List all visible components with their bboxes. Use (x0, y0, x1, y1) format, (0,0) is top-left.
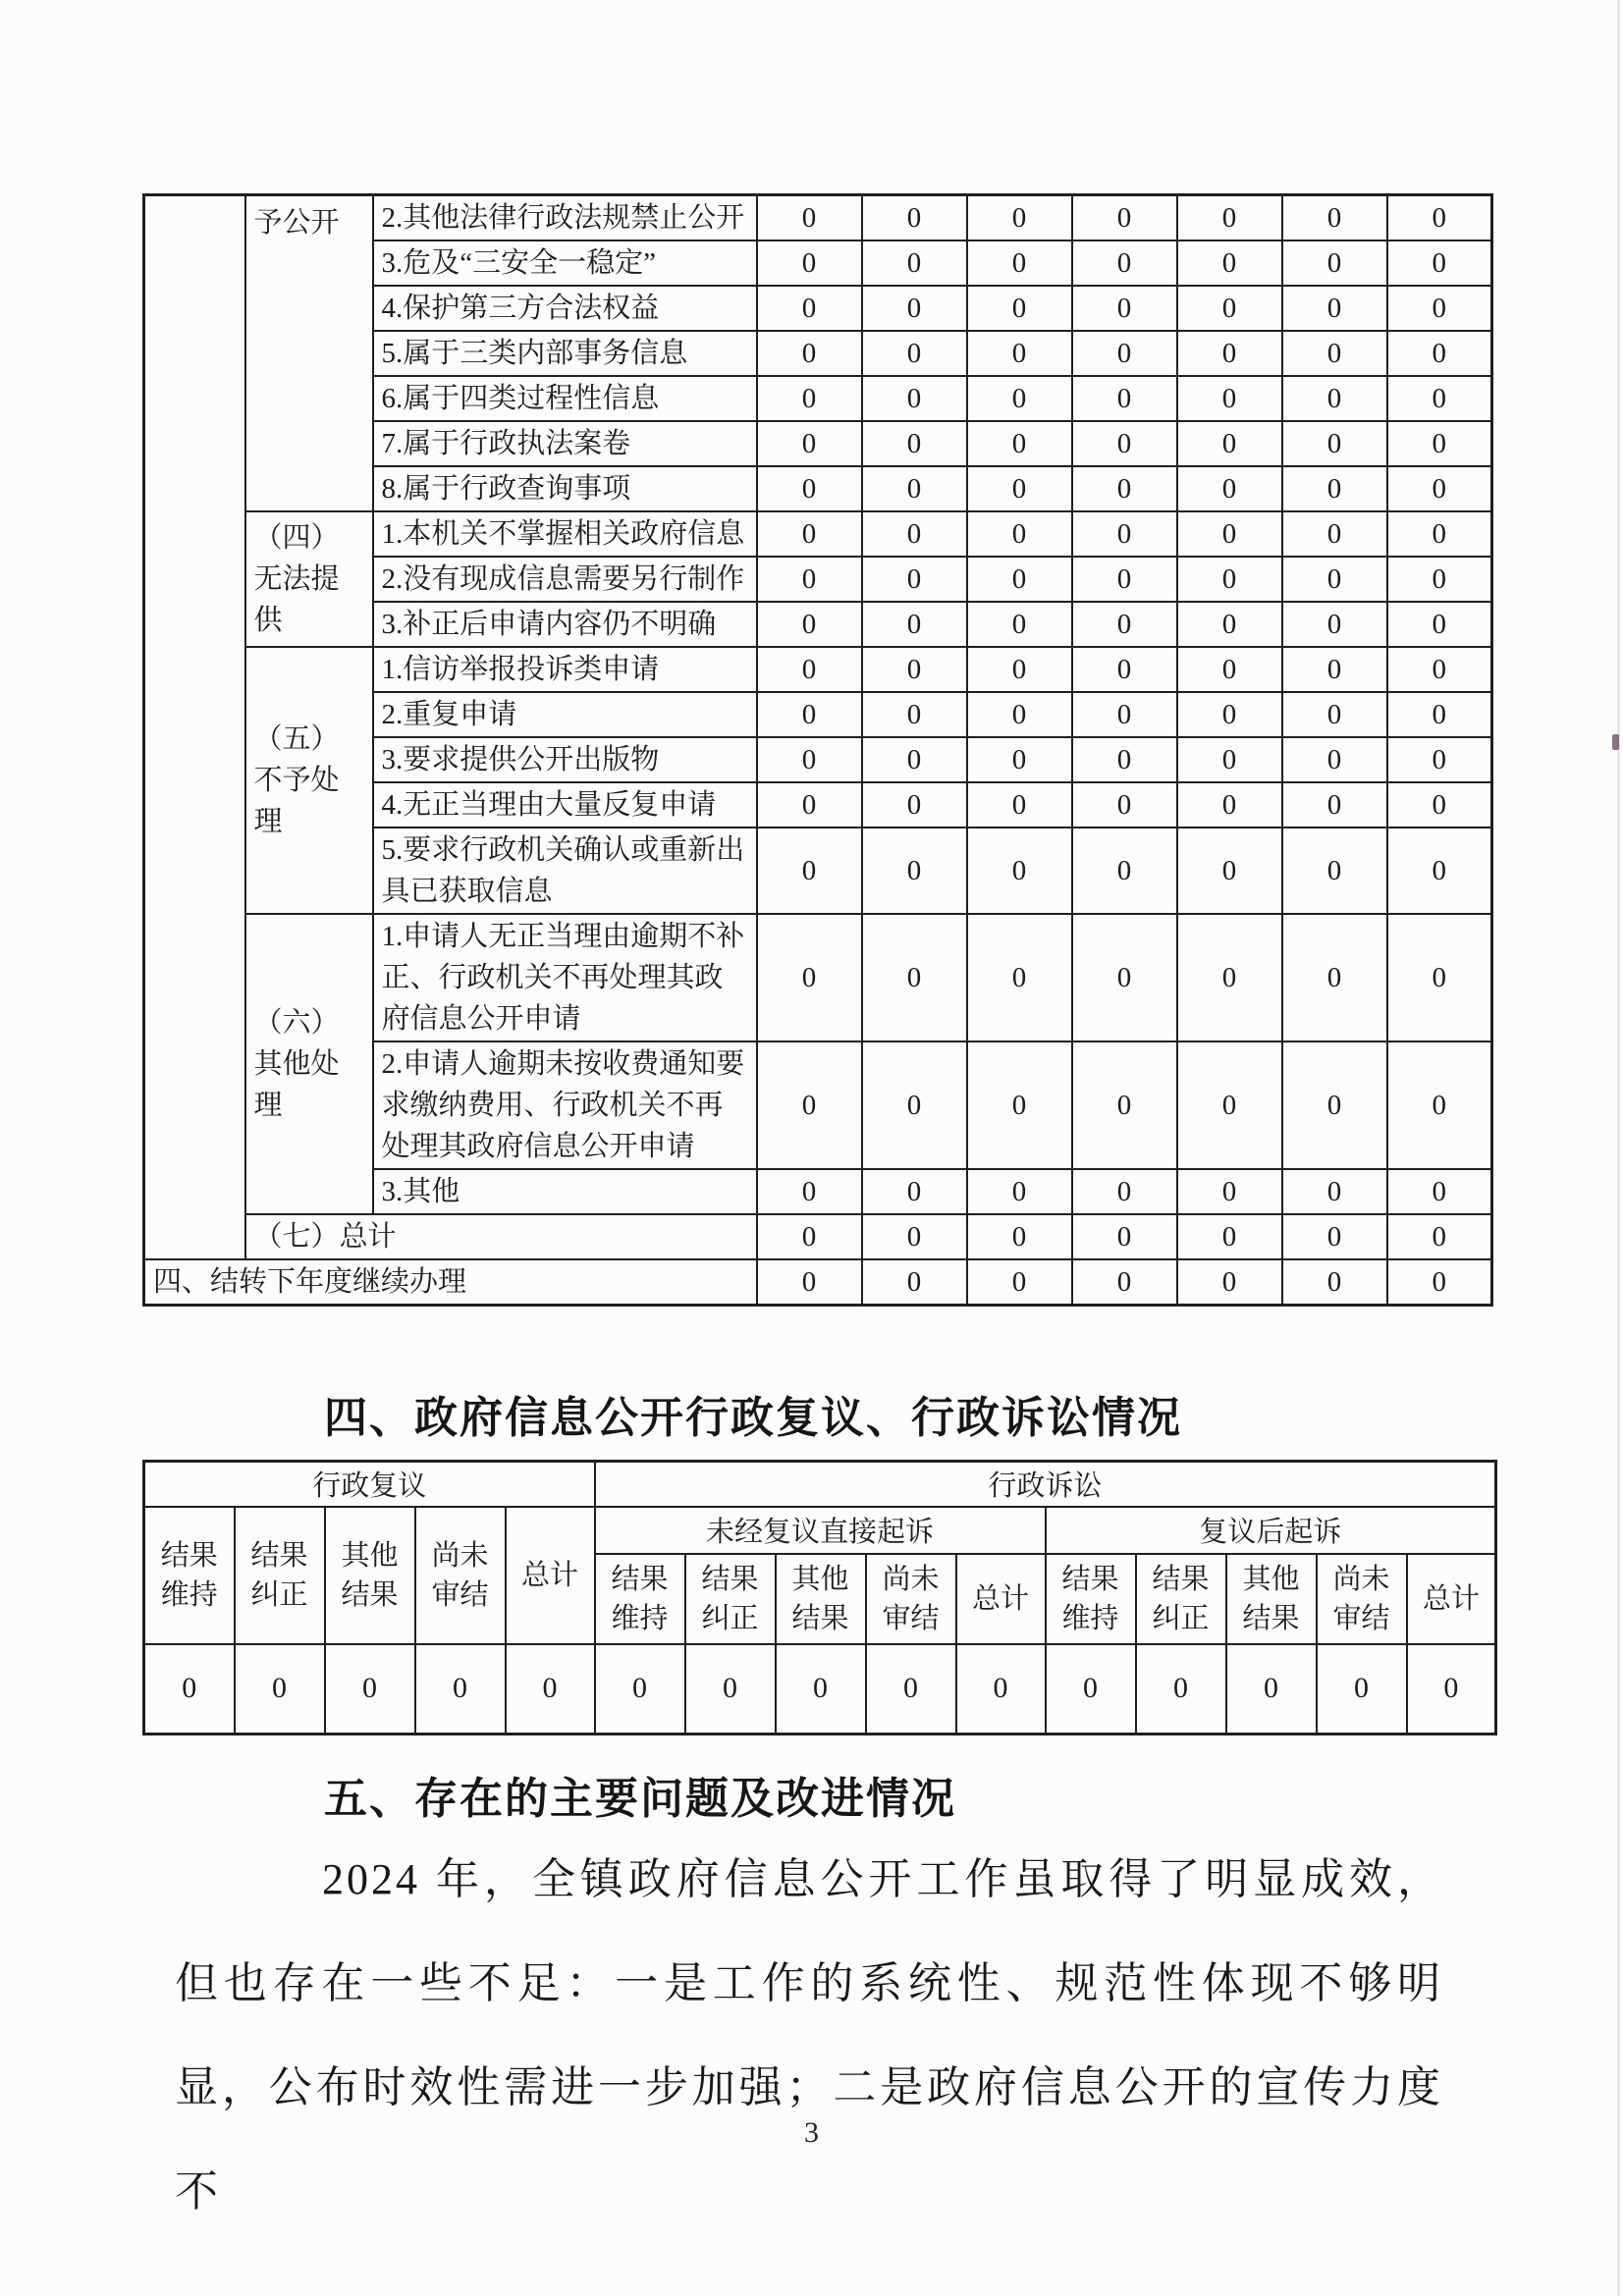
item-cell: 5.属于三类内部事务信息 (373, 331, 757, 376)
value-cell: 0 (956, 1644, 1046, 1735)
litigation-result-header: 其他结果 (776, 1554, 866, 1644)
value-cell: 0 (757, 1169, 862, 1214)
value-cell: 0 (1282, 466, 1387, 511)
value-cell: 0 (1282, 286, 1387, 331)
value-cell: 0 (1177, 376, 1282, 421)
value-cell: 0 (1226, 1644, 1317, 1735)
litigation-result-header: 其他结果 (1226, 1554, 1317, 1644)
review-result-header: 其他结果 (325, 1507, 415, 1644)
litigation-group-header: 行政诉讼 (595, 1462, 1496, 1507)
value-cell: 0 (862, 1259, 967, 1306)
value-cell: 0 (757, 286, 862, 331)
value-cell: 0 (506, 1644, 595, 1735)
value-cell: 0 (757, 466, 862, 511)
section-title-problems: 五、存在的主要问题及改进情况 (324, 1775, 956, 1823)
value-cell: 0 (1072, 240, 1177, 286)
item-cell: 1.本机关不掌握相关政府信息 (373, 511, 757, 557)
value-cell: 0 (1282, 331, 1387, 376)
value-cell: 0 (1177, 195, 1282, 241)
value-cell: 0 (967, 286, 1072, 331)
litigation-result-header: 结果维持 (595, 1554, 685, 1644)
value-cell: 0 (1282, 602, 1387, 647)
category-cell: 予公开 (245, 195, 373, 512)
value-cell: 0 (967, 828, 1072, 914)
item-cell: 2.重复申请 (373, 692, 757, 737)
item-cell: 5.要求行政机关确认或重新出具已获取信息 (373, 828, 757, 914)
value-cell: 0 (415, 1644, 506, 1735)
value-cell: 0 (757, 1041, 862, 1169)
review-litigation-table-body (144, 1462, 1496, 1735)
section-title-review-litigation: 四、政府信息公开行政复议、行政诉讼情况 (324, 1394, 1182, 1442)
value-cell: 0 (1387, 1259, 1492, 1306)
table2-values-row (144, 1644, 1496, 1735)
value-cell: 0 (1407, 1644, 1496, 1735)
value-cell: 0 (967, 1259, 1072, 1306)
table-row (144, 1259, 1492, 1306)
item-cell: 8.属于行政查询事项 (373, 466, 757, 511)
value-cell: 0 (235, 1644, 325, 1735)
item-cell: 2.申请人逾期未按收费通知要求缴纳费用、行政机关不再处理其政府信息公开申请 (373, 1041, 757, 1169)
value-cell: 0 (1177, 782, 1282, 828)
value-cell: 0 (1072, 195, 1177, 241)
value-cell: 0 (862, 828, 967, 914)
litigation-result-header: 总计 (1407, 1554, 1496, 1644)
value-cell: 0 (1072, 914, 1177, 1041)
value-cell: 0 (1136, 1644, 1226, 1735)
value-cell: 0 (1177, 240, 1282, 286)
value-cell: 0 (967, 376, 1072, 421)
value-cell: 0 (1317, 1644, 1407, 1735)
value-cell: 0 (862, 195, 967, 241)
value-cell: 0 (144, 1644, 235, 1735)
review-group-header: 行政复议 (144, 1462, 595, 1507)
value-cell: 0 (1387, 511, 1492, 557)
value-cell: 0 (862, 1041, 967, 1169)
value-cell: 0 (1177, 914, 1282, 1041)
review-result-header: 结果纠正 (235, 1507, 325, 1644)
value-cell: 0 (1282, 421, 1387, 466)
value-cell: 0 (1387, 828, 1492, 914)
value-cell: 0 (862, 647, 967, 692)
litigation-result-header: 尚未审结 (1317, 1554, 1407, 1644)
value-cell: 0 (757, 602, 862, 647)
value-cell: 0 (866, 1644, 956, 1735)
value-cell: 0 (1387, 914, 1492, 1041)
value-cell: 0 (862, 511, 967, 557)
value-cell: 0 (862, 286, 967, 331)
value-cell: 0 (1072, 466, 1177, 511)
value-cell: 0 (757, 914, 862, 1041)
value-cell: 0 (1387, 286, 1492, 331)
value-cell: 0 (757, 782, 862, 828)
value-cell: 0 (757, 195, 862, 241)
disclosure-results-table-body (144, 195, 1492, 1306)
item-cell: 3.危及“三安全一稳定” (373, 240, 757, 286)
value-cell: 0 (1282, 240, 1387, 286)
scan-mark-artifact (1612, 734, 1619, 750)
disclosure-results-table (142, 193, 1493, 1307)
value-cell: 0 (1387, 557, 1492, 602)
value-cell: 0 (1177, 331, 1282, 376)
value-cell: 0 (1072, 376, 1177, 421)
value-cell: 0 (1072, 286, 1177, 331)
value-cell: 0 (1282, 647, 1387, 692)
value-cell: 0 (1387, 195, 1492, 241)
value-cell: 0 (1387, 421, 1492, 466)
value-cell: 0 (862, 737, 967, 782)
direct-suit-header: 未经复议直接起诉 (595, 1507, 1046, 1554)
value-cell: 0 (862, 782, 967, 828)
value-cell: 0 (1282, 692, 1387, 737)
value-cell: 0 (757, 828, 862, 914)
review-litigation-table (142, 1460, 1497, 1735)
item-cell: 6.属于四类过程性信息 (373, 376, 757, 421)
table-row (144, 195, 1492, 241)
item-cell: 3.补正后申请内容仍不明确 (373, 602, 757, 647)
value-cell: 0 (757, 240, 862, 286)
value-cell: 0 (1387, 466, 1492, 511)
value-cell: 0 (1282, 828, 1387, 914)
value-cell: 0 (1072, 737, 1177, 782)
value-cell: 0 (967, 466, 1072, 511)
item-cell: 3.要求提供公开出版物 (373, 737, 757, 782)
value-cell: 0 (1387, 782, 1492, 828)
value-cell: 0 (1072, 557, 1177, 602)
value-cell: 0 (967, 737, 1072, 782)
value-cell: 0 (757, 1259, 862, 1306)
value-cell: 0 (1387, 1214, 1492, 1259)
value-cell: 0 (1282, 782, 1387, 828)
value-cell: 0 (1072, 782, 1177, 828)
litigation-result-header: 结果维持 (1046, 1554, 1136, 1644)
value-cell: 0 (757, 557, 862, 602)
value-cell: 0 (1177, 828, 1282, 914)
value-cell: 0 (1387, 331, 1492, 376)
value-cell: 0 (862, 466, 967, 511)
item-cell: 2.没有现成信息需要另行制作 (373, 557, 757, 602)
value-cell: 0 (1387, 737, 1492, 782)
value-cell: 0 (1072, 828, 1177, 914)
value-cell: 0 (595, 1644, 685, 1735)
value-cell: 0 (1177, 511, 1282, 557)
value-cell: 0 (1072, 421, 1177, 466)
value-cell: 0 (1072, 511, 1177, 557)
value-cell: 0 (1282, 737, 1387, 782)
total-label-cell: （七）总计 (245, 1214, 757, 1259)
value-cell: 0 (1046, 1644, 1136, 1735)
category-cell: （五）不予处理 (245, 647, 373, 914)
table-row (144, 914, 1492, 1041)
value-cell: 0 (1282, 557, 1387, 602)
value-cell: 0 (1387, 692, 1492, 737)
value-cell: 0 (967, 692, 1072, 737)
value-cell: 0 (776, 1644, 866, 1735)
value-cell: 0 (1177, 737, 1282, 782)
table-row (144, 511, 1492, 557)
item-cell: 1.信访举报投诉类申请 (373, 647, 757, 692)
item-cell: 3.其他 (373, 1169, 757, 1214)
value-cell: 0 (862, 1169, 967, 1214)
value-cell: 0 (1177, 1169, 1282, 1214)
value-cell: 0 (967, 1041, 1072, 1169)
category-cell: （六）其他处理 (245, 914, 373, 1214)
value-cell: 0 (1072, 692, 1177, 737)
value-cell: 0 (862, 602, 967, 647)
value-cell: 0 (862, 914, 967, 1041)
table-row (144, 647, 1492, 692)
value-cell: 0 (1282, 1259, 1387, 1306)
table-row (144, 1214, 1492, 1259)
value-cell: 0 (757, 1214, 862, 1259)
value-cell: 0 (757, 421, 862, 466)
page-number: 3 (804, 2116, 819, 2149)
value-cell: 0 (967, 240, 1072, 286)
value-cell: 0 (1177, 1214, 1282, 1259)
value-cell: 0 (1072, 647, 1177, 692)
value-cell: 0 (1282, 914, 1387, 1041)
value-cell: 0 (757, 647, 862, 692)
scan-edge-artifact (1617, 0, 1620, 2296)
value-cell: 0 (1387, 602, 1492, 647)
value-cell: 0 (967, 195, 1072, 241)
value-cell: 0 (1177, 1259, 1282, 1306)
item-cell: 2.其他法律行政法规禁止公开 (373, 195, 757, 241)
value-cell: 0 (862, 331, 967, 376)
item-cell: 4.无正当理由大量反复申请 (373, 782, 757, 828)
value-cell: 0 (1282, 1041, 1387, 1169)
value-cell: 0 (967, 1169, 1072, 1214)
review-result-header: 总计 (506, 1507, 595, 1644)
litigation-result-header: 结果纠正 (685, 1554, 776, 1644)
value-cell: 0 (967, 914, 1072, 1041)
value-cell: 0 (757, 511, 862, 557)
litigation-result-header: 总计 (956, 1554, 1046, 1644)
value-cell: 0 (1177, 1041, 1282, 1169)
value-cell: 0 (862, 376, 967, 421)
value-cell: 0 (1177, 421, 1282, 466)
item-cell: 4.保护第三方合法权益 (373, 286, 757, 331)
value-cell: 0 (1387, 1169, 1492, 1214)
value-cell: 0 (1387, 376, 1492, 421)
value-cell: 0 (967, 331, 1072, 376)
review-result-header: 尚未审结 (415, 1507, 506, 1644)
value-cell: 0 (757, 376, 862, 421)
post-review-suit-header: 复议后起诉 (1046, 1507, 1496, 1554)
value-cell: 0 (862, 421, 967, 466)
spacer-cell (144, 195, 245, 1260)
value-cell: 0 (757, 331, 862, 376)
value-cell: 0 (967, 557, 1072, 602)
value-cell: 0 (1072, 1169, 1177, 1214)
value-cell: 0 (1282, 1169, 1387, 1214)
value-cell: 0 (1387, 240, 1492, 286)
value-cell: 0 (862, 1214, 967, 1259)
value-cell: 0 (967, 511, 1072, 557)
value-cell: 0 (967, 1214, 1072, 1259)
value-cell: 0 (1072, 1214, 1177, 1259)
value-cell: 0 (1282, 195, 1387, 241)
item-cell: 7.属于行政执法案卷 (373, 421, 757, 466)
value-cell: 0 (862, 692, 967, 737)
review-result-header: 结果维持 (144, 1507, 235, 1644)
value-cell: 0 (1177, 557, 1282, 602)
problems-paragraph: 2024 年，全镇政府信息公开工作虽取得了明显成效，但也存在一些不足：一是工作的系统性、规范性体现不够明显，公布时效性需进一步加强；二是政府信息公开的宣传力度不 (175, 1855, 1443, 2216)
litigation-result-header: 尚未审结 (866, 1554, 956, 1644)
carryover-label-cell: 四、结转下年度继续办理 (144, 1259, 757, 1306)
value-cell: 0 (757, 692, 862, 737)
value-cell: 0 (1282, 511, 1387, 557)
value-cell: 0 (1387, 1041, 1492, 1169)
value-cell: 0 (1177, 602, 1282, 647)
value-cell: 0 (1177, 286, 1282, 331)
value-cell: 0 (757, 737, 862, 782)
value-cell: 0 (967, 421, 1072, 466)
value-cell: 0 (862, 240, 967, 286)
value-cell: 0 (325, 1644, 415, 1735)
value-cell: 0 (1177, 647, 1282, 692)
value-cell: 0 (1072, 1041, 1177, 1169)
value-cell: 0 (1072, 602, 1177, 647)
item-cell: 1.申请人无正当理由逾期不补正、行政机关不再处理其政府信息公开申请 (373, 914, 757, 1041)
value-cell: 0 (1282, 376, 1387, 421)
value-cell: 0 (1072, 331, 1177, 376)
value-cell: 0 (1177, 692, 1282, 737)
table2-group-header-row (144, 1462, 1496, 1507)
value-cell: 0 (967, 647, 1072, 692)
value-cell: 0 (1177, 466, 1282, 511)
table2-subgroup-header-row (144, 1507, 1496, 1554)
litigation-result-header: 结果纠正 (1136, 1554, 1226, 1644)
value-cell: 0 (862, 557, 967, 602)
category-cell: （四）无法提供 (245, 511, 373, 647)
value-cell: 0 (967, 782, 1072, 828)
value-cell: 0 (967, 602, 1072, 647)
value-cell: 0 (1387, 647, 1492, 692)
value-cell: 0 (1072, 1259, 1177, 1306)
value-cell: 0 (1282, 1214, 1387, 1259)
value-cell: 0 (685, 1644, 776, 1735)
